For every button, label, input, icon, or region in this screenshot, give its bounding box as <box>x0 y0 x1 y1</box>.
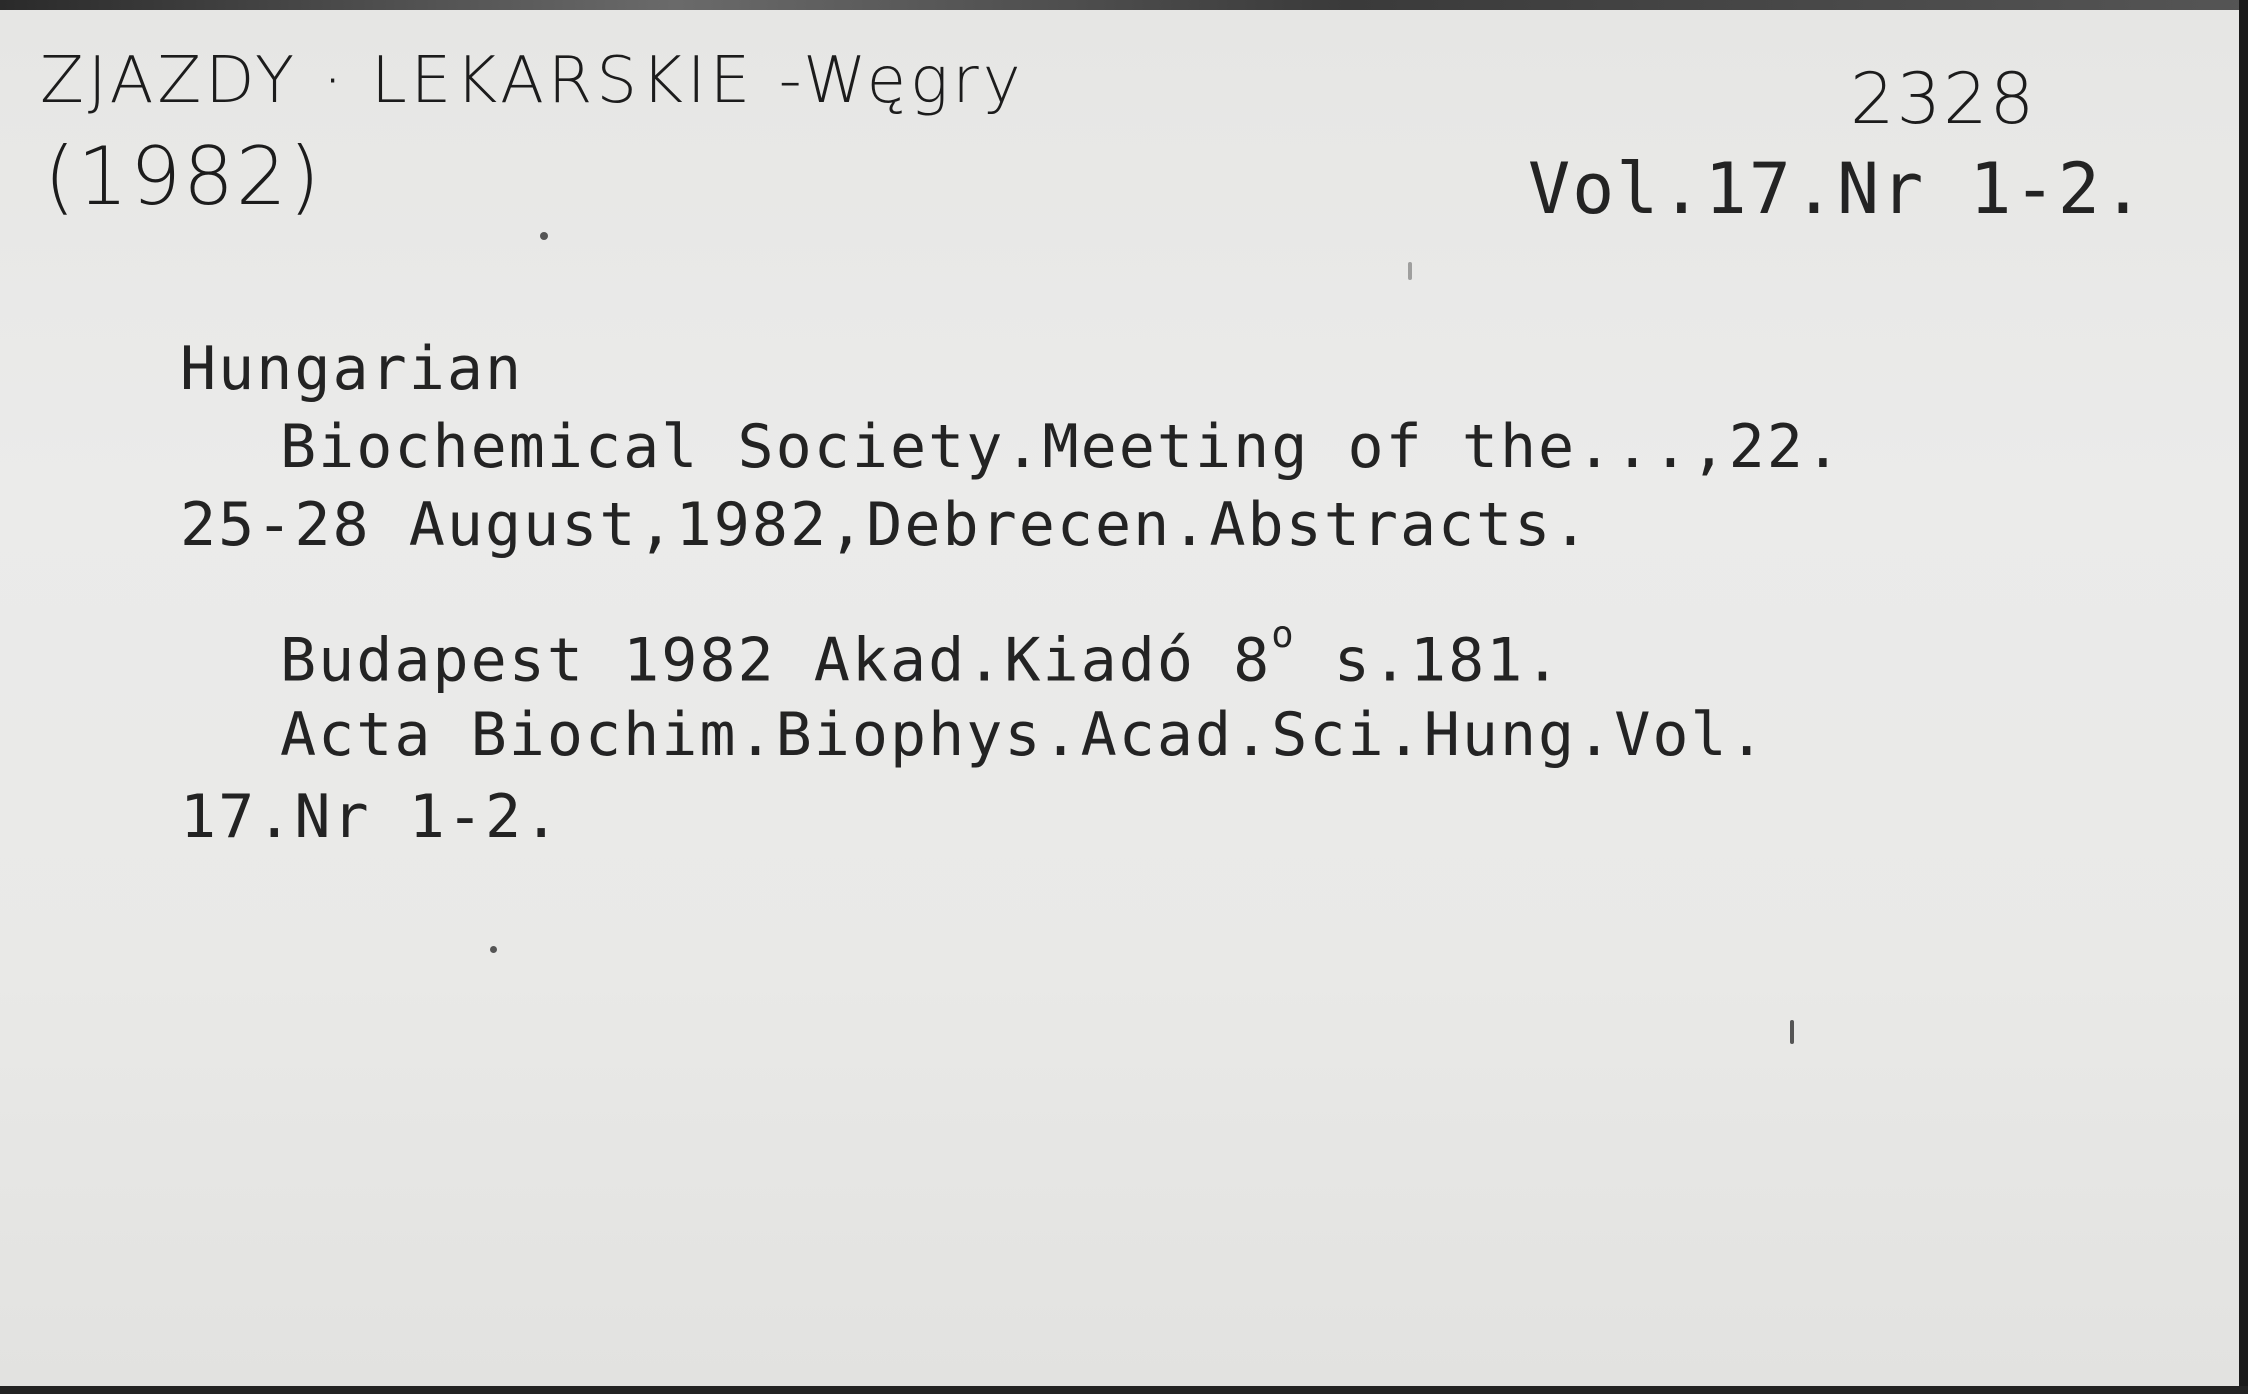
pagination-text: s.181. <box>1295 625 1563 696</box>
degree-superscript: o <box>1271 612 1296 656</box>
speck <box>540 232 548 240</box>
speck <box>1408 262 1412 280</box>
heading-volume: Vol.17.Nr 1-2. <box>1528 148 2147 230</box>
heading-year: (1982) <box>44 130 323 223</box>
card-bottom-edge <box>0 1386 2248 1394</box>
entry-line-2: Biochemical Society.Meeting of the...,22. <box>280 412 1844 482</box>
speck <box>490 946 497 953</box>
card-right-edge <box>2239 0 2248 1394</box>
entry-line-3: 25-28 August,1982,Debrecen.Abstracts. <box>180 490 1591 560</box>
entry-line-1: Hungarian <box>180 334 524 404</box>
entry-line-6: 17.Nr 1-2. <box>180 782 562 852</box>
entry-line-4 <box>280 612 1562 695</box>
subject-heading: ZJAZDY · LEKARSKIE -Węgry <box>40 44 1025 118</box>
card-top-edge <box>0 0 2248 10</box>
entry-line-5: Acta Biochim.Biophys.Acad.Sci.Hung.Vol. <box>280 700 1767 770</box>
call-number: 2328 <box>1850 58 2037 140</box>
speck <box>1790 1020 1794 1044</box>
imprint-text: Budapest 1982 Akad.Kiadó 8 <box>280 625 1272 696</box>
